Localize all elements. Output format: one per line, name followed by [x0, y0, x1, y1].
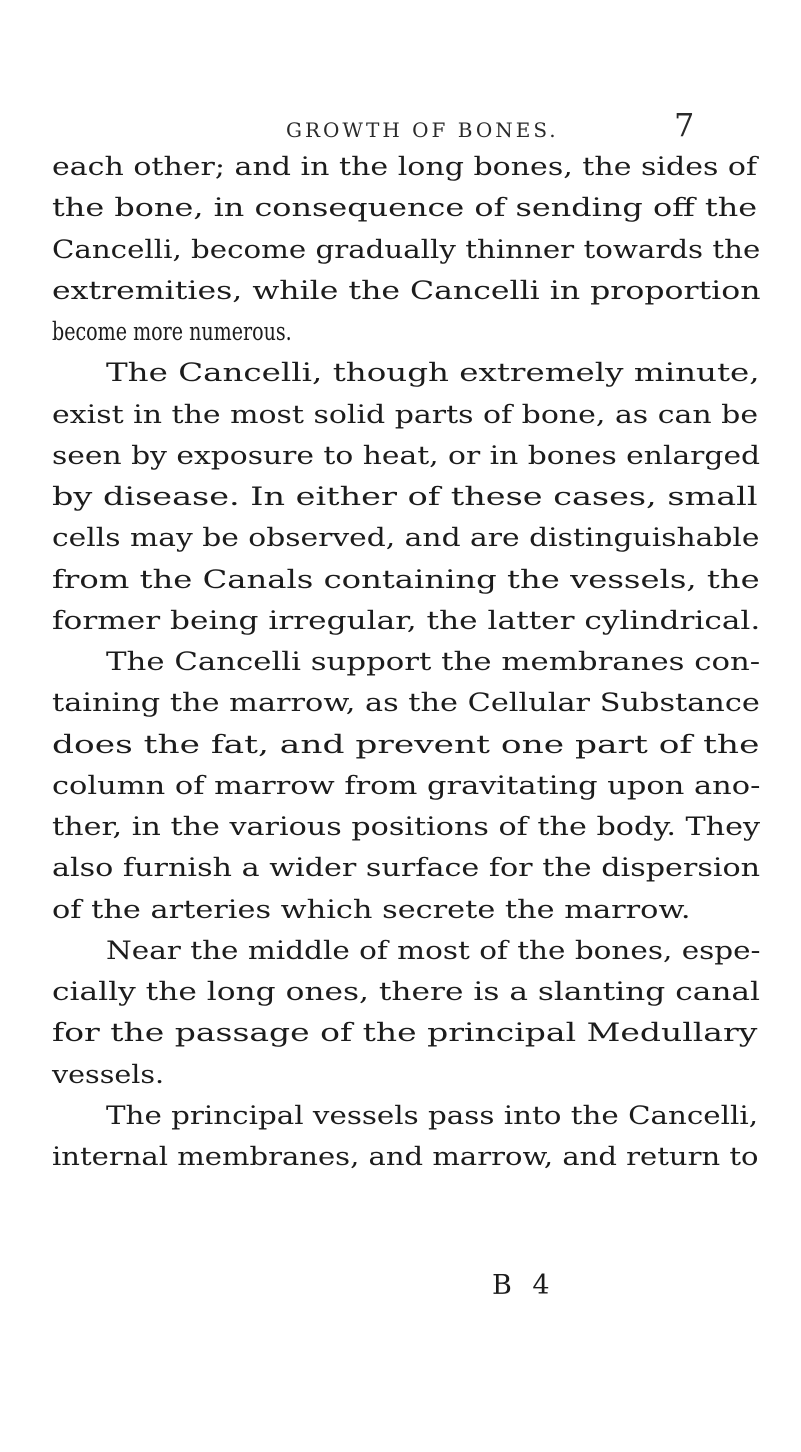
- text-line: for the passage of the principal Medullary: [52, 1018, 758, 1049]
- text-line: Near the middle of most of the bones, espe-: [106, 935, 761, 966]
- text-line: vessels.: [52, 1059, 165, 1090]
- running-title: GROWTH OF BONES.: [286, 118, 559, 142]
- text-line: The principal vessels pass into the Cancelli,: [106, 1100, 759, 1131]
- text-line: by disease. In either of these cases, small: [52, 482, 758, 512]
- text-line: of the arteries which secrete the marrow.: [52, 894, 691, 925]
- text-line: Cancelli, become gradually thinner towards the: [52, 234, 761, 265]
- text-line: extremities, while the Cancelli in proportion: [52, 275, 761, 306]
- text-line: ther, in the various positions of the body. They: [52, 812, 761, 842]
- text-line: former being irregular, the latter cylindrical.: [52, 605, 761, 636]
- text-line: seen by exposure to heat, or in bones enlarged: [52, 440, 761, 471]
- text-line: from the Canals containing the vessels, the: [52, 564, 760, 595]
- text-line: The Cancelli support the membranes con-: [106, 647, 761, 677]
- text-line: the bone, in consequence of sending off the: [52, 193, 758, 224]
- text-line: taining the marrow, as the Cellular Substance: [52, 688, 760, 719]
- text-line: cells may be observed, and are distinguishable: [52, 523, 760, 554]
- text-line: column of marrow from gravitating upon ano-: [52, 770, 761, 801]
- text-line: The Cancelli, though extremely minute,: [106, 358, 760, 389]
- text-line: become more numerous.: [52, 317, 292, 347]
- text-line: each other; and in the long bones, the sides of: [52, 152, 758, 182]
- text-line: internal membranes, and marrow, and return to: [52, 1142, 759, 1172]
- signature-mark: B 4: [492, 1270, 556, 1301]
- text-line: exist in the most solid parts of bone, as can be: [52, 399, 759, 430]
- page-number: 7: [674, 106, 695, 144]
- text-line: does the fat, and prevent one part of the: [52, 729, 760, 760]
- text-line: cially the long ones, there is a slanting canal: [52, 977, 761, 1007]
- text-line: also furnish a wider surface for the dispersion: [52, 853, 761, 884]
